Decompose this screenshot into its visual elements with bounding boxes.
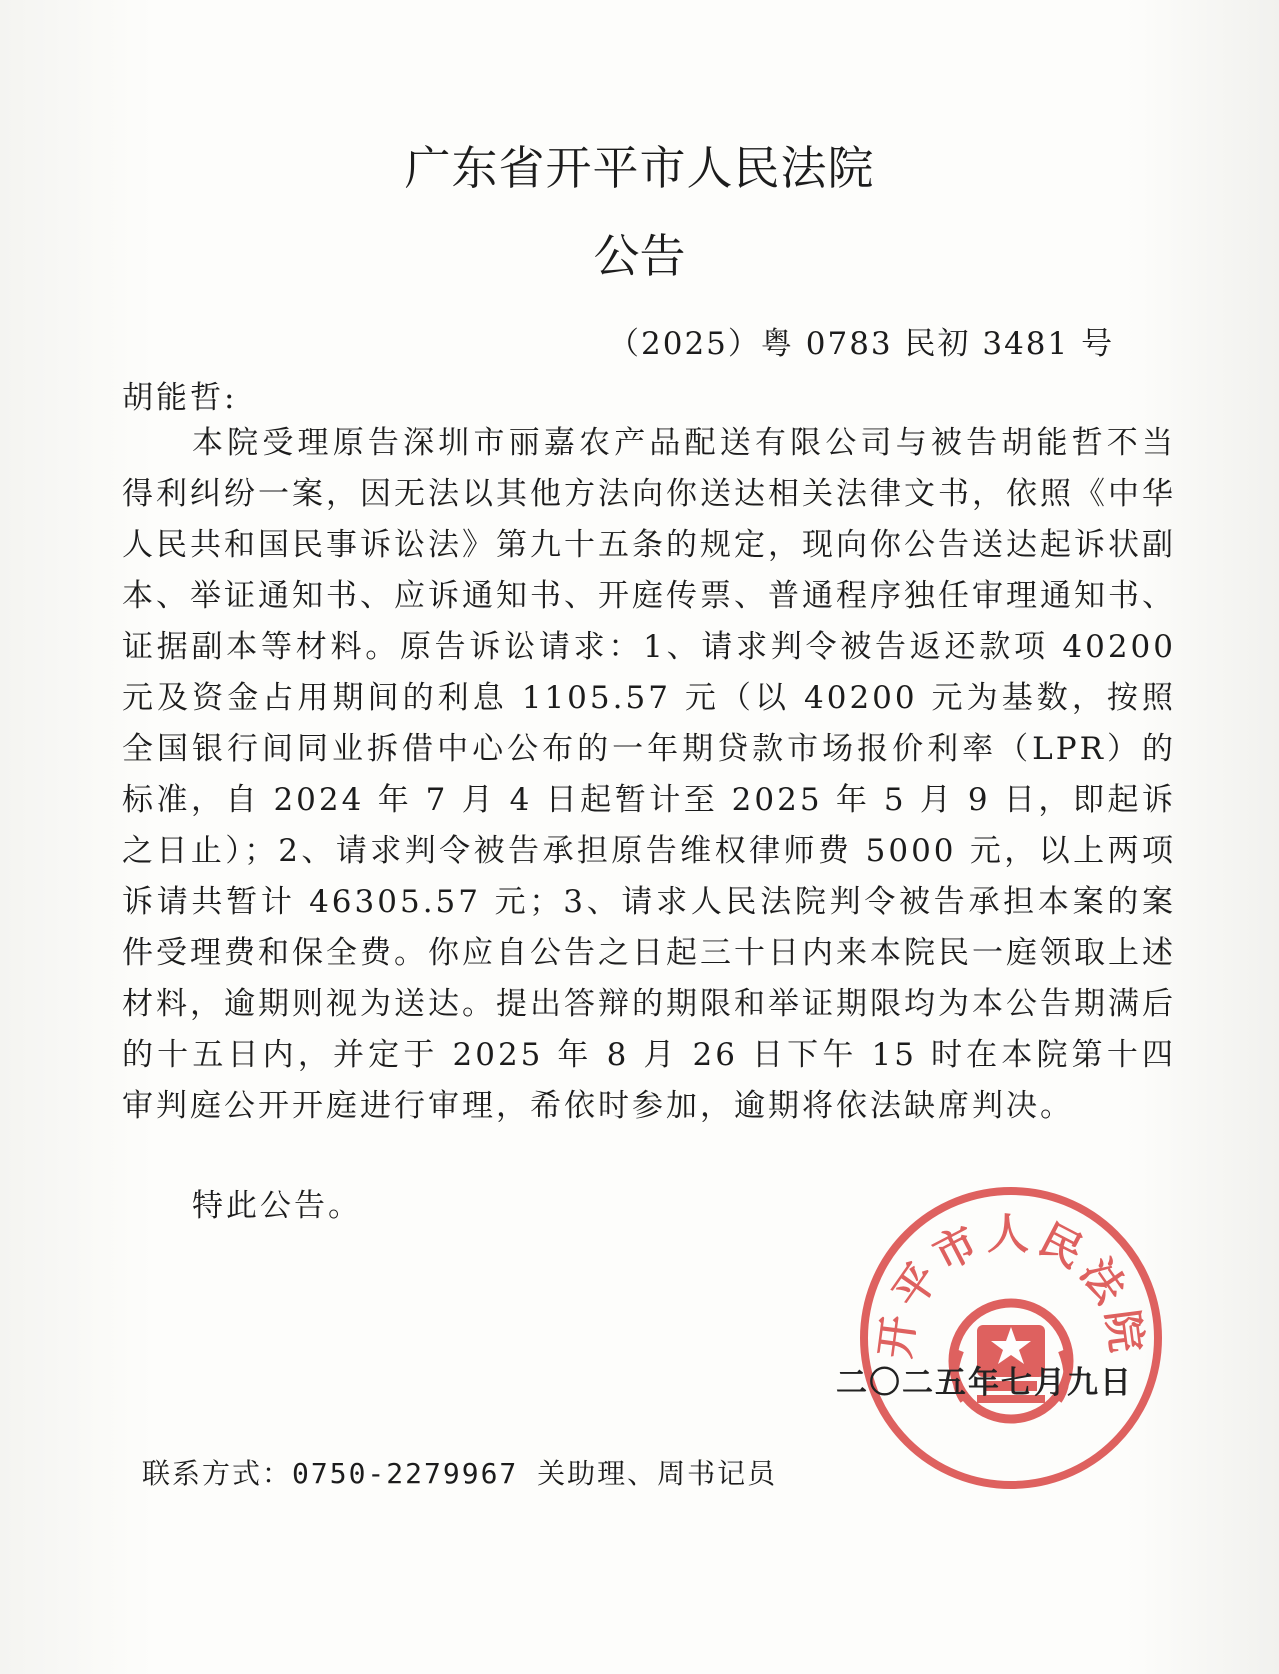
notice-body: 本院受理原告深圳市丽嘉农产品配送有限公司与被告胡能哲不当得利纠纷一案，因无法以其他方法向你送达相关法律文书，依照《中华人民共和国民事诉讼法》第九十五条的规定，现向你公告送达起诉状副本、举证通知书、应诉通知书、开庭传票、普通程序独任审理通知书、证据副本等材料。原告诉讼请求：1、请求判令被告返还款项 40200 元及资金占用期间的利息 1105.57 元（以 40200 元为基数，按照全国银行间同业拆借中心公布的一年期贷款市场报价利率（LPR）的标准，自 2024 年 7 月 4 日起暂计至 2025 年 5 月 9 日，即起诉之日止）；2、请求判令被告承担原告维权律师费 5000 元，以上两项诉请共暂计 46305.57 元；3、请求人民法院判令被告承担本案的案件受理费和保全费。你应自公告之日起三十日内来本院民一庭领取上述材料，逾期则视为送达。提出答辩的期限和举证期限均为本公告期满后的十五日内，并定于 2025 年 8 月 26 日下午 15 时在本院第十四审判庭公开开庭进行审理，希依时参加，逾期将依法缺席判决。 xyxy=(122,425,1176,1124)
court-seal-icon xyxy=(856,1183,1166,1493)
addressee: 胡能哲: xyxy=(122,380,238,416)
closing-statement: 特此公告。 xyxy=(192,1188,362,1224)
seal-text: 开平市人民法院 xyxy=(870,1209,1152,1361)
contact-info: 联系方式：0750-2279967 关助理、周书记员 xyxy=(142,1457,778,1490)
document-title: 公告 xyxy=(593,229,686,283)
case-number: （2025）粤 0783 民初 3481 号 xyxy=(608,326,1115,362)
court-name: 广东省开平市人民法院 xyxy=(404,141,875,195)
issue-date: 二〇二五年七月九日 xyxy=(836,1365,1133,1401)
